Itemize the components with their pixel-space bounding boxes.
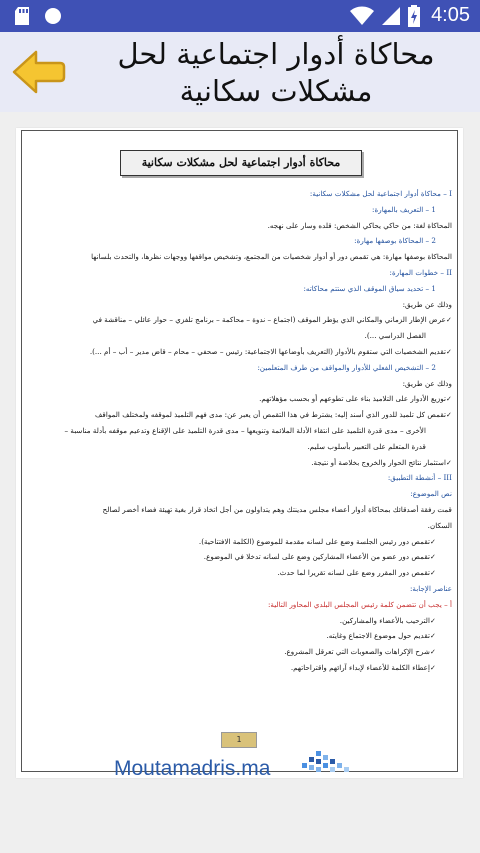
document-line: ✓ تقديم الشخصيات التي ستقوم بالأدوار (التعريف بأوضاعها الاجتماعية: رئيس – صحفي – محام – قاض مدير – أب – أم ...). bbox=[26, 344, 452, 360]
status-bar bbox=[0, 0, 480, 32]
document-line: نص الموضوع: bbox=[410, 489, 452, 499]
signal-icon bbox=[381, 6, 401, 26]
document-line: المحاكاة لغة: من حاكي يحاكي الشخص: قلده وسار على نهجه. bbox=[267, 220, 452, 230]
document-line: أ – يجب أن تتضمن كلمة رئيس المجلس البلدي المحاور التالية: bbox=[267, 599, 452, 609]
watermark-logo bbox=[114, 757, 270, 787]
document-line: ✓ عرض الإطار الزماني والمكاني الذي يؤطر الموقف (اجتماع – ندوة – محاكمة – برنامج تلفزي – حوار عائلي – مناقشة في bbox=[26, 312, 452, 328]
document-page bbox=[16, 128, 463, 778]
document-line: ✓ توزيع الأدوار على التلاميذ بناء على تطوعهم أو بحسب مؤهلاتهم. bbox=[26, 391, 452, 407]
document-line: المحاكاة بوصفها مهارة: هي تقمص دور أو أدوار شخصيات من المجتمع، وتشخيص مواقفها ووجهات نظرها، والتحدث بلسانها bbox=[91, 252, 452, 262]
document-line: ✓ إعطاء الكلمة للأعضاء لإبداء آرائهم واقتراحاتهم. bbox=[26, 660, 452, 676]
document-line: قدرة المتعلم على التعبير بأسلوب سليم. bbox=[307, 441, 426, 451]
battery-icon bbox=[407, 5, 421, 27]
document-line: الفصل الدراسي ...). bbox=[364, 331, 426, 341]
document-line: السكان. bbox=[427, 520, 452, 530]
document-line: الأخرى – مدى قدرة التلميذ على انتقاء الأدلة الملائمة وتنويعها – مدى قدرة التلميذ على الإقناع وتدعيم موقفه بأدلة مناسبة – bbox=[64, 425, 426, 435]
document-line: ✓ شرح الإكراهات والصعوبات التي تعرقل المشروع. bbox=[26, 644, 452, 660]
app-header bbox=[0, 32, 480, 112]
sd-card-icon bbox=[14, 6, 30, 26]
document-line: وذلك عن طريق: bbox=[402, 299, 452, 309]
watermark-text: Moutamadris.ma bbox=[114, 757, 271, 780]
wifi-icon bbox=[349, 6, 375, 26]
document-line: 2 – التشخيص الفعلي للأدوار والمواقف من طرف المتعلمين: bbox=[257, 362, 436, 372]
document-title: محاكاة أدوار اجتماعية لحل مشكلات سكانية bbox=[120, 150, 362, 176]
page-number: 1 bbox=[221, 732, 257, 748]
document-line: ✓ تقمص دور المقرر وضع على لسانه تقريرا لما حدث. bbox=[26, 565, 452, 581]
logo-bars-icon bbox=[300, 749, 356, 783]
document-line: I – محاكاة أدوار اجتماعية لحل مشكلات سكانية: bbox=[309, 189, 452, 198]
document-line: III – أنشطة التطبيق: bbox=[387, 473, 452, 483]
document-line: قمت رفقة أصدقائك بمحاكاة أدوار أعضاء مجلس مدينتك وهم يتداولون من أجل اتخاذ قرار بغية تهيئة فضاء أخضر لصالح bbox=[102, 504, 452, 514]
document-body bbox=[26, 186, 452, 676]
document-line: ✓ تقديم حول موضوع الاجتماع وغايته. bbox=[26, 628, 452, 644]
page-title: محاكاة أدوار اجتماعية لحل مشكلات سكانية bbox=[117, 37, 435, 108]
document-line: 2 – المحاكاة بوصفها مهارة: bbox=[354, 236, 436, 246]
back-arrow-icon bbox=[10, 44, 66, 100]
back-button[interactable] bbox=[10, 44, 66, 100]
circle-icon bbox=[44, 7, 62, 25]
document-line: ✓ تقمص كل تلميذ للدور الذي أسند إليه: يشترط في هذا التقمص أن يعبر عن: مدى فهم التلميذ لموقفه ولمختلف المواقف bbox=[26, 407, 452, 423]
document-line: ✓ استثمار نتائج الحوار والخروج بخلاصة أو نتيجة. bbox=[26, 455, 452, 471]
document-line: عناصر الإجابة: bbox=[409, 583, 452, 593]
document-line: ✓ الترحيب بالأعضاء والمشاركين. bbox=[26, 613, 452, 629]
clock-time: 4:05 bbox=[431, 4, 470, 26]
document-line: 1 – تحديد سياق الموقف الذي ستتم محاكاته: bbox=[303, 283, 436, 293]
document-line: وذلك عن طريق: bbox=[402, 378, 452, 388]
document-line: II – خطوات المهارة: bbox=[389, 267, 452, 277]
document-line: ✓ تقمص دور عضو من الأعضاء المشاركين وضع على لسانه تدخلا في الموضوع. bbox=[26, 549, 452, 565]
document-line: 1 – التعريف بالمهارة: bbox=[372, 204, 436, 214]
content-area[interactable] bbox=[0, 112, 480, 853]
document-line: ✓ تقمص دور رئيس الجلسة وضع على لسانه مقدمة للموضوع (الكلمة الافتتاحية). bbox=[26, 534, 452, 550]
